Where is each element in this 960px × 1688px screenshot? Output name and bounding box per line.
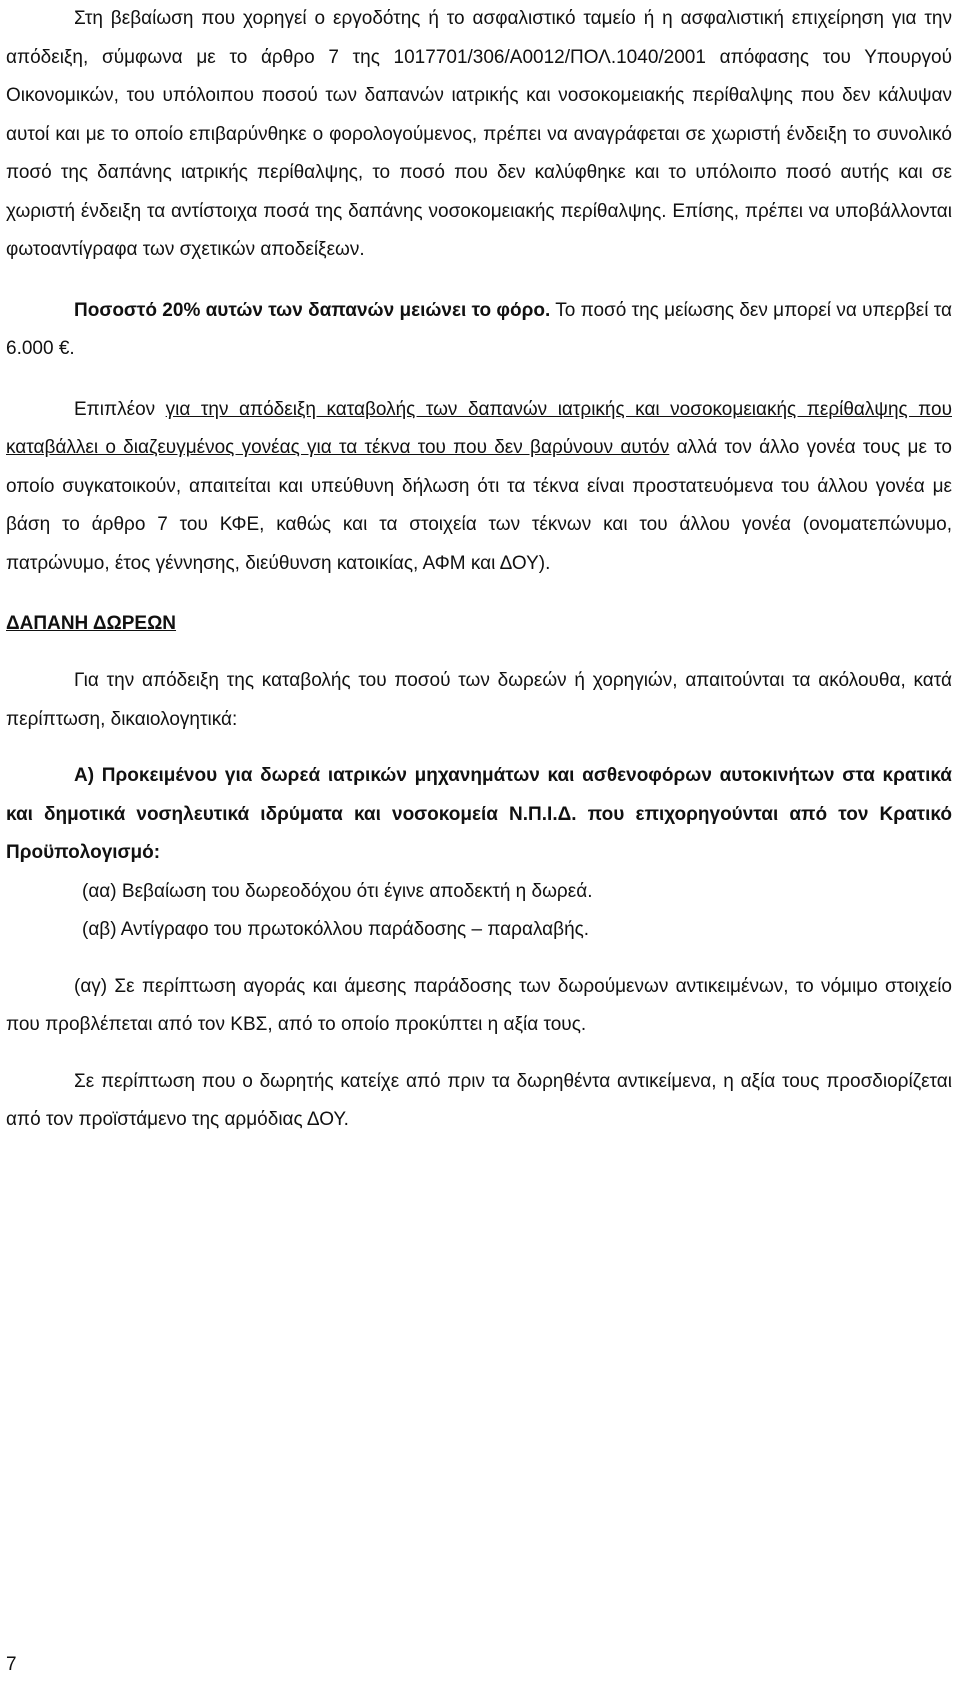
list-item-ab: (αβ) Αντίγραφο του πρωτοκόλλου παράδοσης – παραλαβής. bbox=[82, 919, 590, 940]
page-number: 7 bbox=[6, 1654, 17, 1675]
divorced-parent-rest: αλλά τον άλλο γονέα τους με το οποίο συγκατοικούν, απαιτείται και υπεύθυνη δήλωση ότι τα τέκνα είναι προστατευόμενα του άλλου γονέα με βάση το άρθρο 7 του ΚΦΕ, καθώς και τα στοιχεία των τέκνων και του άλλου γονέα (ονοματεπώνυμο, πατρώνυμο, έτος γέννησης, διεύθυνση κατοικίας, ΑΦΜ και ΔΟΥ). bbox=[6, 437, 952, 574]
divorced-parent-underlined: για την απόδειξη καταβολής των δαπανών ιατρικής και νοσοκομειακής περίθαλψης που καταβάλλει ο διαζευγμένος γονέας για τα τέκνα του που δεν βαρύνουν αυτόν bbox=[6, 398, 952, 458]
tax-reduction-limit: Το ποσό της μείωσης δεν μπορεί να υπερβεί τα 6.000 €. bbox=[6, 299, 953, 359]
divorced-parent-start: Επιπλέον bbox=[74, 398, 166, 420]
paragraph-employer-certificate: Στη βεβαίωση που χορηγεί ο εργοδότης ή το ασφαλιστικό ταμείο ή η ασφαλιστική επιχείρηση για την απόδειξη, σύμφωνα με το άρθρο 7 της 1017701/306/Α0012/ΠΟΛ.1040/2001 απόφασης του Υπουργού Οικονομικών, του υπόλοιπου ποσού των δαπανών ιατρικής και νοσοκομειακής περίθαλψης που δεν κάλυψαν αυτοί και με το οποίο επιβαρύνθηκε ο φορολογούμενος, πρέπει να αναγράφεται σε χωριστή ένδειξη το συνολικό ποσό της δαπάνης ιατρικής περίθαλψης, το ποσό που δεν καλύφθηκε και το υπόλοιπο ποσό αυτής και σε χωριστή ένδειξη τα αντίστοιχα ποσά της δαπάνης νοσοκομειακής περίθαλψης. Επίσης, πρέπει να υποβάλλονται φωτοαντίγραφα των σχετικών αποδείξεων. bbox=[6, 8, 952, 260]
paragraph-donations-intro: Για την απόδειξη της καταβολής του ποσού των δωρεών ή χορηγιών, απαιτούνται τα ακόλουθα, κατά περίπτωση, δικαιολογητικά: bbox=[6, 670, 952, 730]
paragraph-tax-reduction bbox=[6, 292, 952, 369]
paragraph-medical-donation: Α) Προκειμένου για δωρεά ιατρικών μηχανημάτων και ασθενοφόρων αυτοκινήτων στα κρατικά και δημοτικά νοσηλευτικά ιδρύματα και νοσοκομεία Ν.Π.Ι.Δ. που επιχορηγούνται από τον Κρατικό Προϋπολογισμό: bbox=[6, 765, 952, 863]
paragraph-divorced-parent bbox=[6, 391, 952, 584]
tax-reduction-bold: Ποσοστό 20% αυτών των δαπανών μειώνει το φόρο. bbox=[74, 299, 551, 321]
document-page bbox=[6, 0, 952, 1140]
section-heading-donations: ΔΑΠΑΝΗ ΔΩΡΕΩΝ bbox=[6, 613, 177, 634]
list-item-ag: (αγ) Σε περίπτωση αγοράς και άμεσης παράδοσης των δωρούμενων αντικειμένων, το νόμιμο στοιχείο που προβλέπεται από τον ΚΒΣ, από το οποίο προκύπτει η αξία τους. bbox=[6, 975, 952, 1035]
paragraph-prior-ownership: Σε περίπτωση που ο δωρητής κατείχε από πριν τα δωρηθέντα αντικείμενα, η αξία τους προσδιορίζεται από τον προϊστάμενο της αρμόδιας ΔΟΥ. bbox=[6, 1070, 952, 1130]
list-item-aa: (αα) Βεβαίωση του δωρεοδόχου ότι έγινε αποδεκτή η δωρεά. bbox=[82, 880, 593, 902]
